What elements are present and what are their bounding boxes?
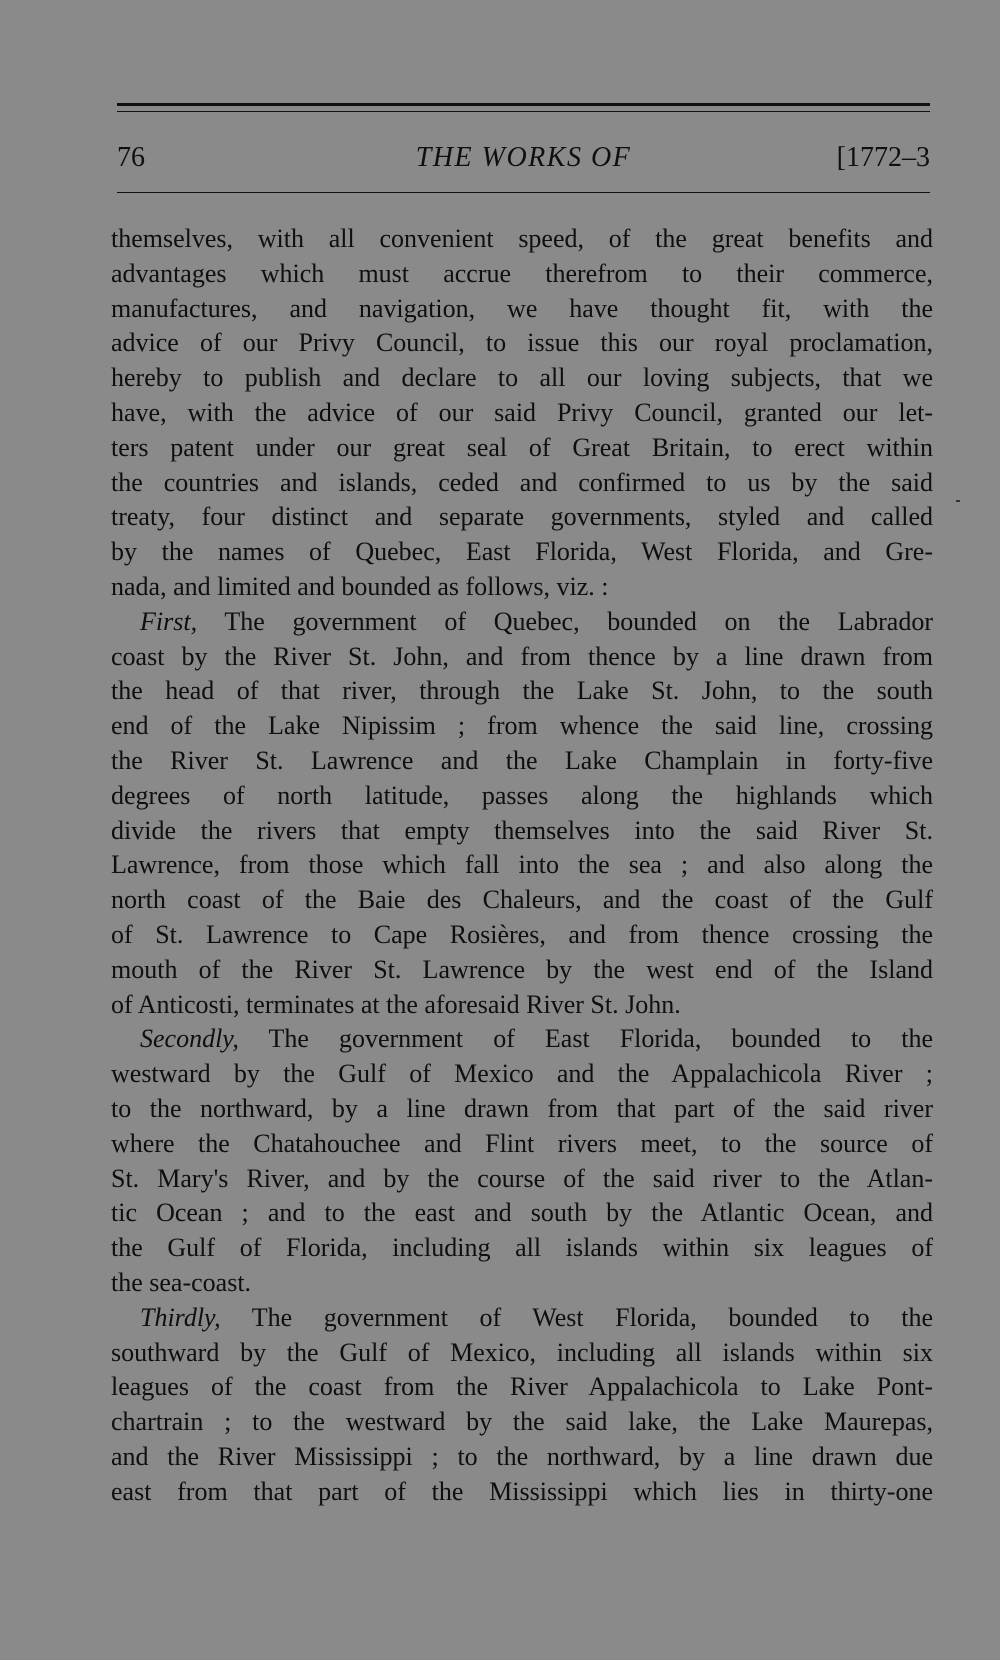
line-text: treaty, four distinct and separate governments, styled and called [111,502,933,532]
text-line [111,883,933,918]
line-text: advantages which must accrue therefrom to their commerce, [111,258,933,288]
line-text: chartrain ; to the westward by the said lake, the Lake Maurepas, [111,1407,933,1437]
text-line [111,431,933,466]
body-text [111,222,933,1509]
line-text: themselves, with all convenient speed, of the great benefits and [111,224,933,253]
line-text: north coast of the Baie des Chaleurs, and the coast of the Gulf [111,885,933,915]
text-line [111,466,933,501]
text-line [111,779,933,814]
text-line [111,1301,933,1336]
text-line [111,1336,933,1371]
line-text: east from that part of the Mississippi which lies in thirty-one [111,1476,933,1506]
line-text: leagues of the coast from the River Appalachicola to Lake Pont- [111,1372,933,1402]
text-line [111,500,933,535]
text-line [111,848,933,883]
text-line [111,605,933,640]
line-text: coast by the River St. John, and from thence by a line drawn from [111,641,933,671]
line-text: St. Mary's River, and by the course of the said river to the Atlan- [111,1163,933,1193]
text-line [111,1196,933,1231]
page-number: 76 [117,142,145,173]
line-text: where the Chatahouchee and Flint rivers meet, to the source of [111,1128,933,1158]
text-line [111,1057,933,1092]
text-line [111,674,933,709]
line-text: the Gulf of Florida, including all islands within six leagues of [111,1233,933,1263]
line-text: the sea-coast. [111,1267,252,1297]
text-line [111,326,933,361]
line-text: the head of that river, through the Lake St. John, to the south [111,676,933,706]
paragraph-lead-word: First, [140,606,198,636]
paragraph-lead-word: Secondly, [140,1024,239,1054]
line-text: westward by the Gulf of Mexico and the Appalachicola River ; [111,1059,933,1089]
running-date: [1772–3 [836,142,930,173]
header-rule-thin [117,111,930,112]
line-text: mouth of the River St. Lawrence by the west end of the Island [111,954,933,984]
text-line [111,1092,933,1127]
line-text: manufactures, and navigation, we have thought fit, with the [111,293,933,323]
line-text: of St. Lawrence to Cape Rosières, and from thence crossing the [111,919,933,949]
line-text: ters patent under our great seal of Great Britain, to erect within [111,432,933,462]
line-text: hereby to publish and declare to all our loving subjects, that we [111,363,933,393]
line-text: The government of West Florida, bounded to the [220,1302,933,1332]
line-text: divide the rivers that empty themselves into the said River St. [111,815,933,845]
line-text: The government of Quebec, bounded on the Labrador [197,606,933,636]
line-text: the countries and islands, ceded and confirmed to us by the said [111,467,933,497]
text-line [111,396,933,431]
text-line [111,1162,933,1197]
line-text: degrees of north latitude, passes along the highlands which [111,780,933,810]
header-underline [117,192,930,193]
text-line [111,1127,933,1162]
line-text: tic Ocean ; and to the east and south by the Atlantic Ocean, and [111,1198,933,1228]
paragraph-lead-word: Thirdly, [140,1302,221,1332]
line-text: nada, and limited and bounded as follows, viz. : [111,571,609,601]
text-line [111,1440,933,1475]
line-text: the River St. Lawrence and the Lake Champlain in forty-five [111,745,933,775]
text-line [111,1405,933,1440]
text-line [111,744,933,779]
running-title: THE WORKS OF [415,142,632,173]
text-line [111,988,933,1023]
text-line [111,257,933,292]
text-line [111,570,933,605]
text-line [111,535,933,570]
text-line [111,640,933,675]
line-text: have, with the advice of our said Privy Council, granted our let- [111,397,933,427]
line-text: Lawrence, from those which fall into the sea ; and also along the [111,850,933,880]
text-line [111,814,933,849]
text-line [111,1266,933,1301]
text-line [111,953,933,988]
line-text: of Anticosti, terminates at the aforesaid River St. John. [111,989,681,1019]
line-text: to the northward, by a line drawn from that part of the said river [111,1093,933,1123]
text-line [111,222,933,257]
text-line [111,1231,933,1266]
text-line [111,1475,933,1510]
header-rule-thick [117,103,930,106]
running-head [117,138,930,178]
line-text: by the names of Quebec, East Florida, West Florida, and Gre- [111,537,933,567]
line-text: southward by the Gulf of Mexico, including all islands within six [111,1337,933,1367]
text-line [111,292,933,327]
margin-mark [956,500,960,502]
text-line [111,709,933,744]
line-text: The government of East Florida, bounded to the [238,1024,933,1054]
text-line [111,918,933,953]
text-line [111,361,933,396]
text-line [111,1370,933,1405]
text-line [111,1022,933,1057]
line-text: and the River Mississippi ; to the northward, by a line drawn due [111,1441,933,1471]
line-text: advice of our Privy Council, to issue this our royal proclamation, [111,328,933,358]
line-text: end of the Lake Nipissim ; from whence the said line, crossing [111,711,933,741]
